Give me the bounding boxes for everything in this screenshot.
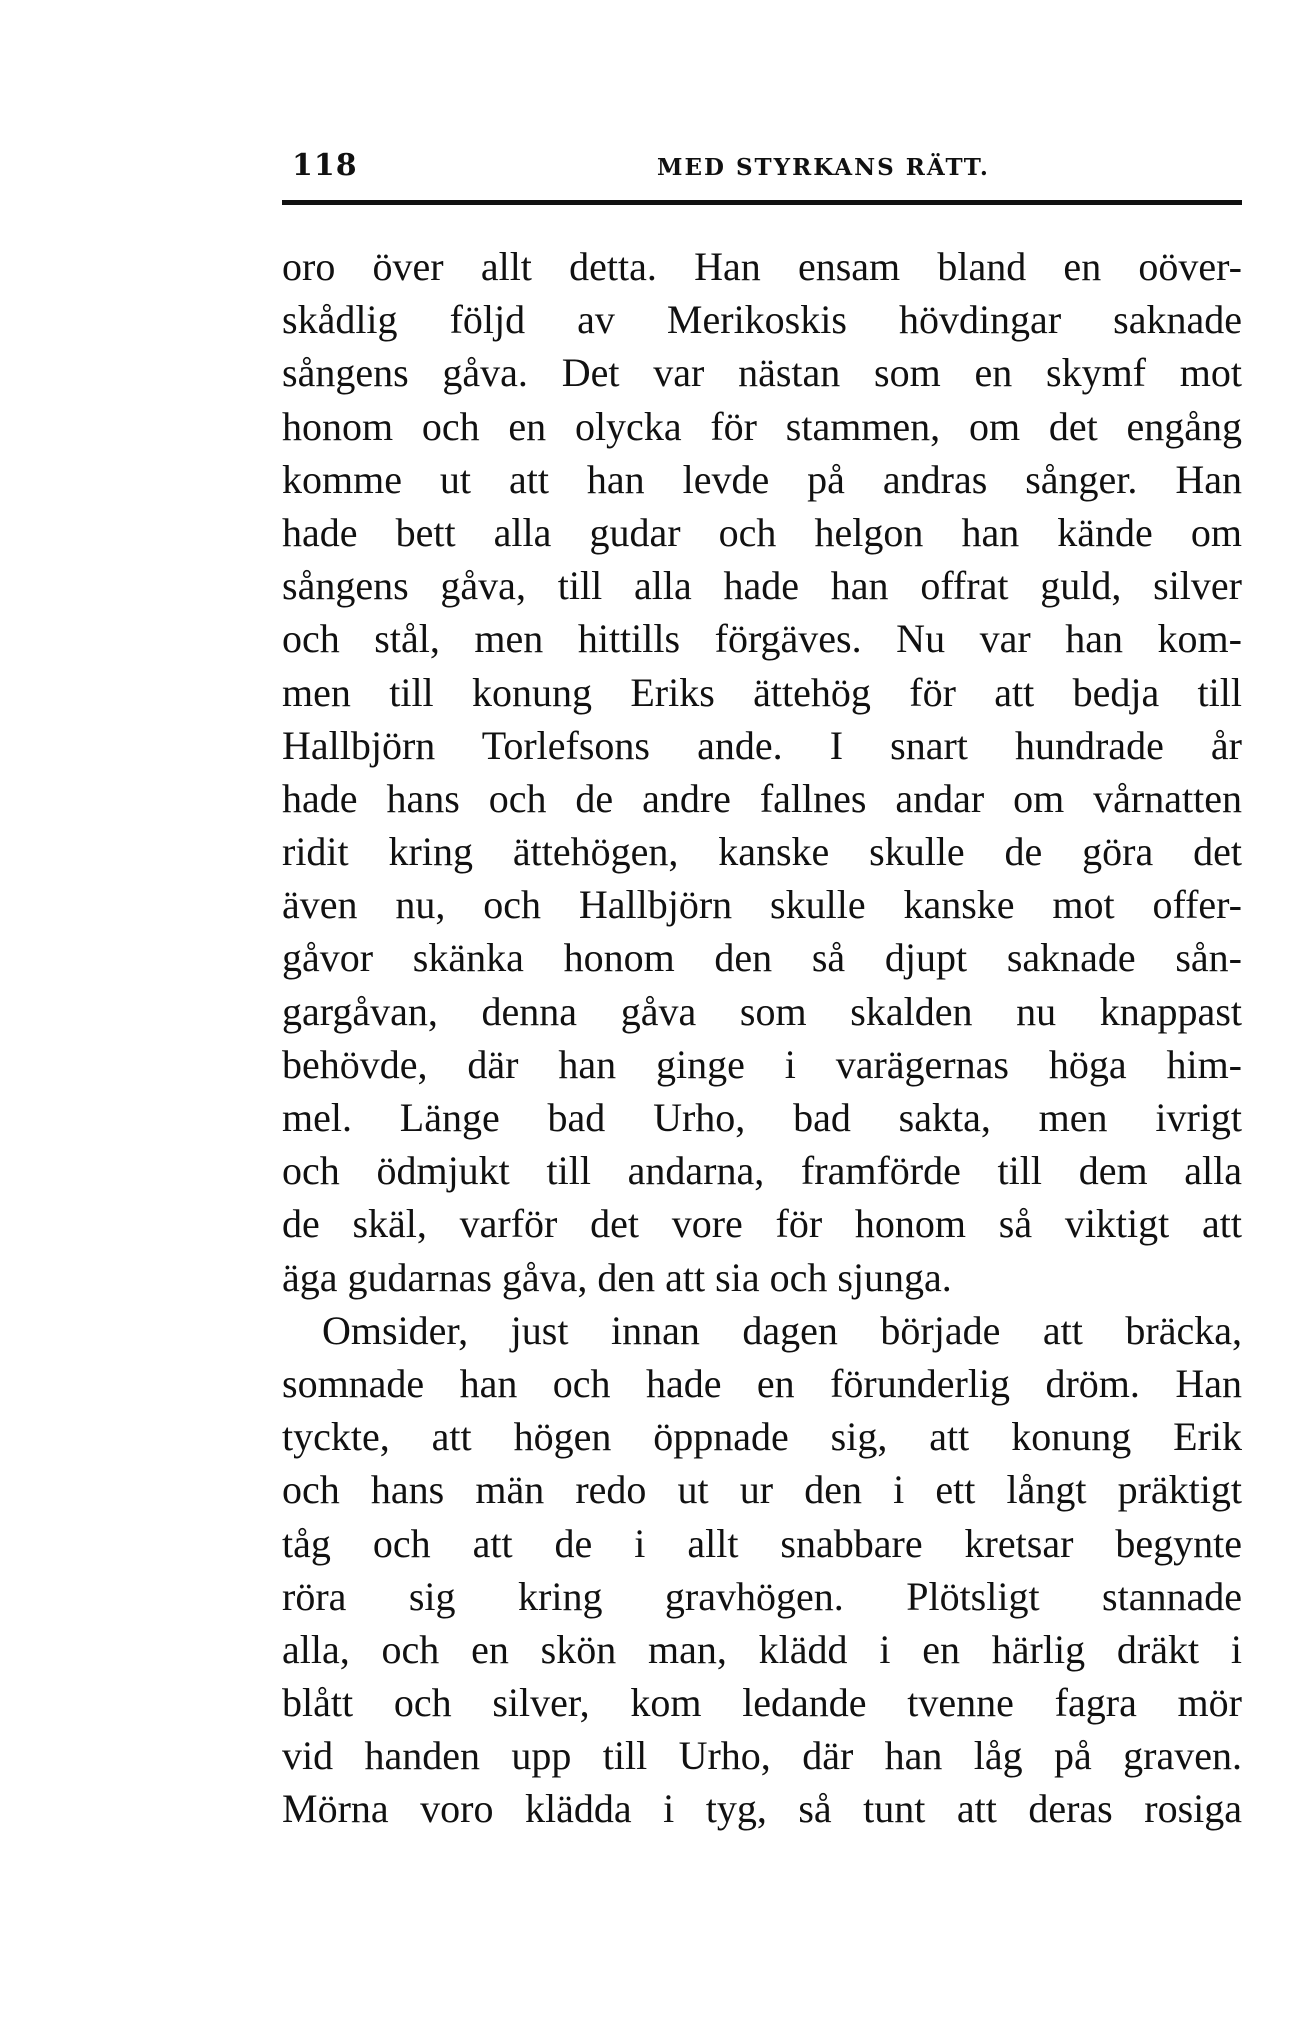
text-line: Hallbjörn Torlefsons ande. I snart hundrade år <box>282 722 1242 768</box>
text-line: komme ut att han levde på andras sånger. Han <box>282 456 1242 502</box>
running-title: MED STYRKANS RÄTT. <box>657 154 990 181</box>
text-line: och stål, men hittills förgäves. Nu var han kom- <box>282 616 1242 662</box>
text-line: alla, och en skön man, klädd i en härlig dräkt i <box>282 1626 1242 1672</box>
text-line: ridit kring ättehögen, kanske skulle de göra det <box>282 829 1242 875</box>
text-line: vid handen upp till Urho, där han låg på graven. <box>282 1733 1242 1779</box>
text-line: även nu, och Hallbjörn skulle kanske mot offer- <box>282 882 1242 928</box>
text-line: skådlig följd av Merikoskis hövdingar saknade <box>282 297 1242 343</box>
text-line: och ödmjukt till andarna, framförde till dem alla <box>282 1148 1242 1194</box>
text-line: gåvor skänka honom den så djupt saknade sån- <box>282 935 1242 981</box>
text-line: och hans män redo ut ur den i ett långt präktigt <box>282 1467 1242 1513</box>
paragraph-start-line: Omsider, just innan dagen började att bräcka, <box>322 1307 1242 1353</box>
running-head <box>282 140 1242 200</box>
text-line: röra sig kring gravhögen. Plötsligt stannade <box>282 1573 1242 1619</box>
paragraph-end-line: äga gudarnas gåva, den att sia och sjunga. <box>282 1254 952 1300</box>
text-line: behövde, där han ginge i varägernas höga him- <box>282 1041 1242 1087</box>
text-line: hade hans och de andre fallnes andar om vårnatten <box>282 775 1242 821</box>
page-number: 118 <box>292 148 358 183</box>
text-line: somnade han och hade en förunderlig dröm. Han <box>282 1360 1242 1406</box>
text-line: gargåvan, denna gåva som skalden nu knappast <box>282 988 1242 1034</box>
header-rule <box>282 200 1242 205</box>
text-line: hade bett alla gudar och helgon han kände om <box>282 509 1242 555</box>
text-line: mel. Länge bad Urho, bad sakta, men ivrigt <box>282 1095 1242 1140</box>
text-line: blått och silver, kom ledande tvenne fagra mör <box>282 1680 1242 1726</box>
text-line: sångens gåva. Det var nästan som en skymf mot <box>282 350 1242 396</box>
text-line: Mörna voro klädda i tyg, så tunt att deras rosiga <box>282 1786 1242 1832</box>
text-line: honom och en olycka för stammen, om det engång <box>282 403 1242 449</box>
text-line: oro över allt detta. Han ensam bland en oöver- <box>282 244 1242 289</box>
text-line: tåg och att de i allt snabbare kretsar begynte <box>282 1520 1242 1566</box>
text-line: men till konung Eriks ättehög för att bedja till <box>282 669 1242 715</box>
text-line: sångens gåva, till alla hade han offrat guld, silver <box>282 563 1242 609</box>
text-line: de skäl, varför det vore för honom så viktigt att <box>282 1201 1242 1247</box>
body-text <box>282 240 1242 1836</box>
text-line: tyckte, att högen öppnade sig, att konung Erik <box>282 1414 1242 1460</box>
